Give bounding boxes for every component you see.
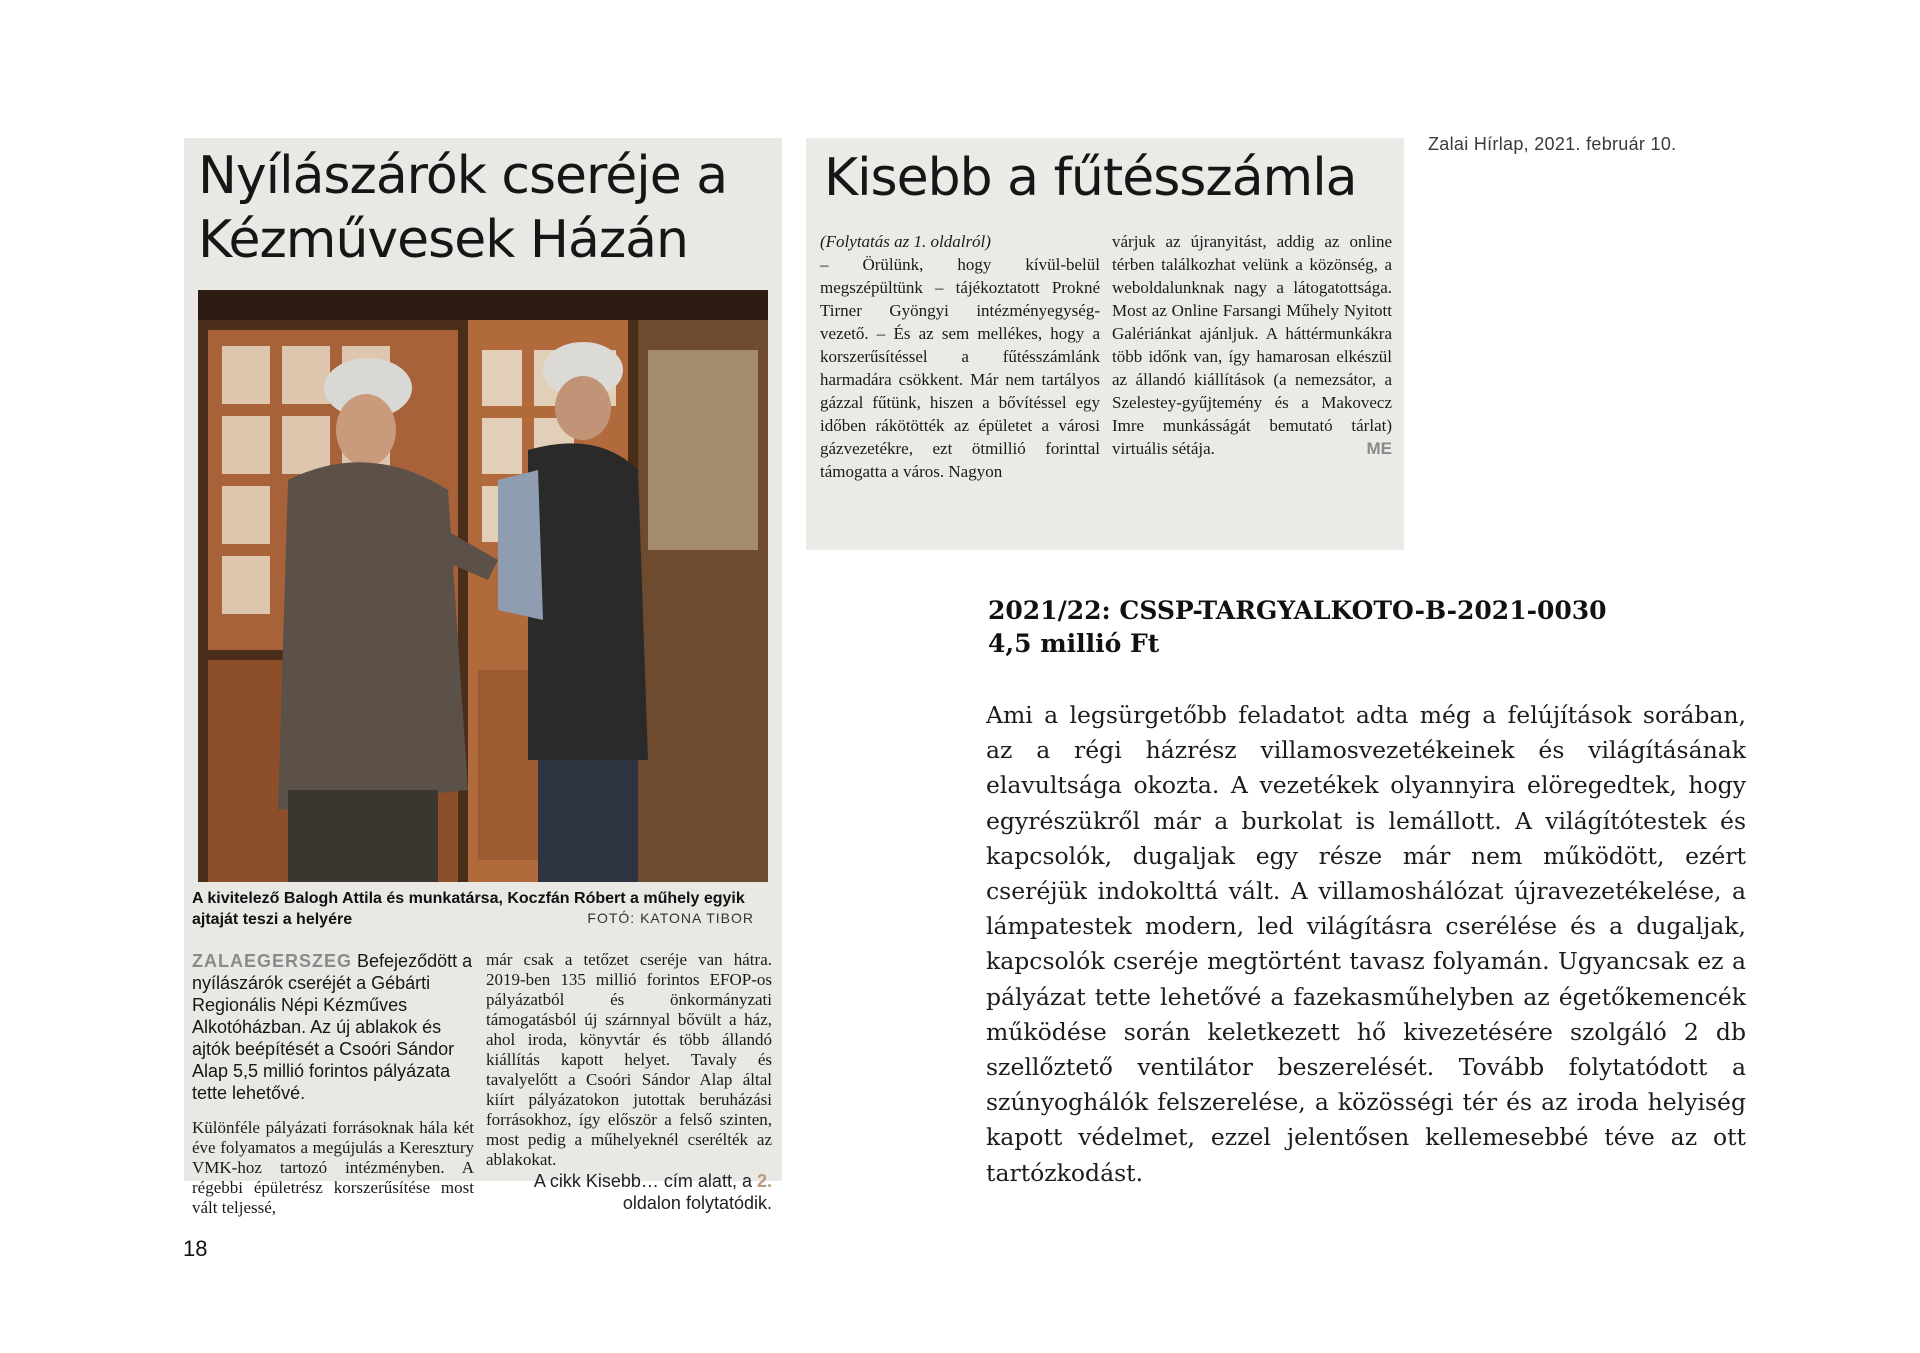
clipping-headline: Nyílászárók cseréje a Kézművesek Házán	[198, 146, 728, 270]
continued-from-kicker: (Folytatás az 1. oldalról)	[820, 232, 991, 251]
clipping-right-column-2	[1112, 230, 1392, 460]
right-body-column-2	[1112, 230, 1392, 460]
clipping-column-2	[486, 950, 772, 1214]
clipping-headline-2: Kisebb a fűtésszámla	[824, 148, 1357, 208]
continuation-after: oldalon folytatódik.	[622, 1193, 772, 1213]
continuation-page: 2.	[756, 1171, 772, 1191]
clipping-right-column-1	[820, 230, 1100, 483]
right-body-text-2: várjuk az újranyitást, addig az online térben találkozhat velünk a közönség, a weboldalunknak nagy a látogatottsága. Most az Online Farsangi Műhely Nyitott Galériánkat ajánljuk. A háttérmunkákra több időnk van, így hamarosan elkészül az állandó kiállítások (a nemezsátor, a Szelestey-gyűjtemény és a Makovecz Imre munkásságát bemutató tárlat) virtuális sétája.	[1112, 232, 1392, 458]
project-amount-line: 4,5 millió Ft	[988, 629, 1160, 658]
dateline: ZALAEGERSZEG	[192, 951, 353, 971]
workers-installing-door-photo	[198, 290, 768, 882]
photo-credit: FOTÓ: KATONA TIBOR	[587, 910, 754, 926]
right-body-column-1	[820, 230, 1100, 483]
clipping-column-1	[192, 950, 474, 1218]
article-body-column-2: már csak a tetőzet cseréje van hátra. 2019-ben 135 millió forintos EFOP-os pályázatból és önkormányzati támogatásból új szárnnyal bővült a ház, ahol iroda, könyvtár és több állandó kiállítás kapott helyet. Tavaly és tavalyelőtt a Csoóri Sándor Alap által kiírt pályázatokon jutottak beruházási forrásokhoz, így először a felső szinten, most pedig a műhelyeknél cserélték az ablakokat.	[486, 950, 772, 1169]
newspaper-clipping-left	[184, 138, 782, 1217]
article-body-column-1: Különféle pályázati forrásoknak hála két éve folyamatos a megújulás a Keresztury VMK-hoz tartozó intézményben. A régebbi épületrész korszerűsítése most vált teljessé,	[192, 1118, 474, 1217]
project-id-line: 2021/22: CSSP-TARGYALKOTO-B-2021-0030	[988, 596, 1607, 625]
photo-caption: A kivitelező Balogh Attila és munkatársa, Koczfán Róbert a műhely egyik ajtaját teszi a helyére	[192, 890, 745, 928]
newspaper-clipping-right	[806, 138, 1404, 550]
project-description: Ami a legsürgetőbb feladatot adta még a felújítások sorában, az a régi házrész villamosvezetékeinek és világításának elavultsága okozta. A vezetékek olyannyira elöregedtek, hogy egyrészükről már a burkolat is lemállott. A világítótestek és kapcsolók, dugaljak egy része már nem működött, ezért cseréjük indokolttá vált. A villamoshálózat újravezetékelése, a lámpatestek modern, led világításra cserélése és a dugaljak, kapcsolók cseréje megtörtént tavasz folyamán. Ugyancsak ez a pályázat tette lehetővé a fazekasműhelyben az égetőkemencék működése során keletkezett hő kivezetésére szolgáló 2 db szellőztető ventilátor beszerelését. Tovább folytatódott a szúnyoghálók felszerelése, a közösségi tér és az iroda helyiség kapott védelmet, ezzel jelentősen kellemesebbé téve az ott tartózkodást.	[986, 701, 1746, 1187]
continuation-before: A cikk Kisebb… cím alatt, a	[533, 1171, 752, 1191]
continuation-note	[486, 1170, 772, 1214]
project-heading	[988, 594, 1808, 660]
newspaper-source-line: Zalai Hírlap, 2021. február 10.	[1428, 134, 1677, 154]
lede-text: Befejeződött a nyílászárók cseréjét a Gébárti Regionális Népi Kézműves Alkotóházban. Az új ablakok és ajtók beépítését a Csoóri Sándor Alap 5,5 millió forintos pályázata tette lehetővé.	[192, 951, 473, 1103]
author-signature: ME	[1366, 439, 1392, 458]
page-number: 18	[183, 1236, 208, 1261]
right-body-text-1: – Örülünk, hogy kívül-belül megszépültünk – tájékoztatott Prokné Tirner Gyöngyi intézményegység-vezető. – És az sem mellékes, hogy a korszerűsítéssel a fűtésszámlánk harmadára csökkent. Már nem tartályos gázzal fűtünk, hiszen a bővítéssel egy időben rákötötték az épületet a városi gázvezetékre, ezt ötmillió forinttal támogatta a város. Nagyon	[820, 255, 1100, 481]
article-lede	[192, 950, 474, 1104]
